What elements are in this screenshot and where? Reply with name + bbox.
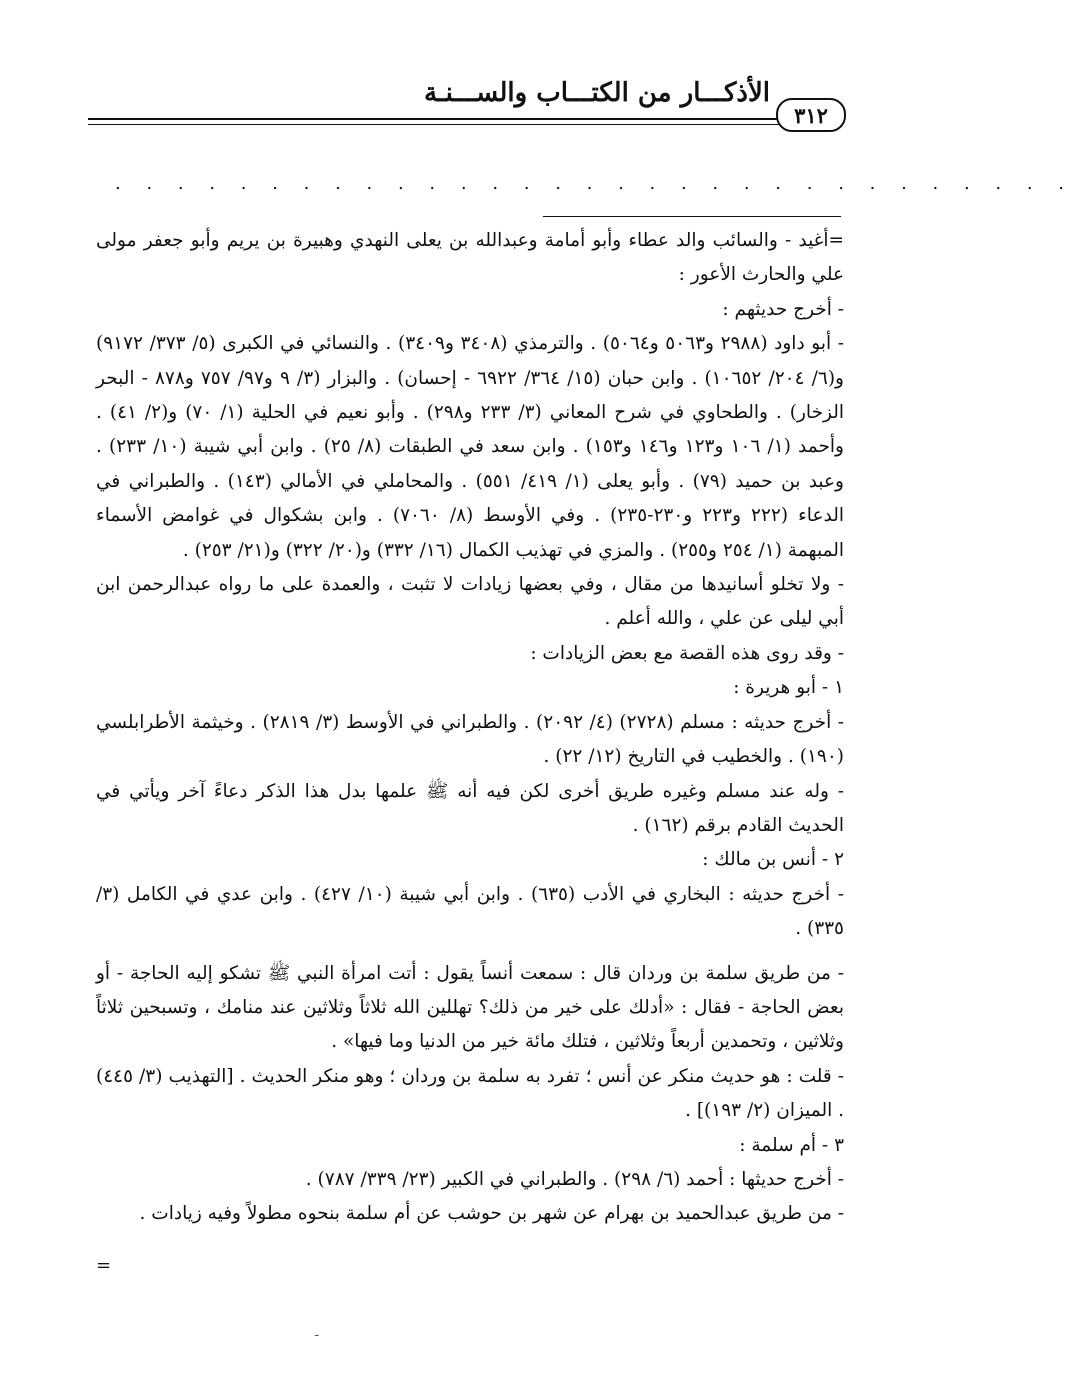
page-number-badge: ٣١٢ — [776, 98, 846, 132]
paragraph: ٣ - أم سلمة : — [739, 1134, 844, 1156]
running-title: الأذكـــار من الكتـــاب والســـنـة — [424, 78, 770, 108]
paragraph: - أبو داود (٢٩٨٨ و٥٠٦٣ و٥٠٦٤) . والترمذي (٣٤٠٨ و٣٤٠٩) . والنسائي في الكبرى (٥/ ٣٧٣/ ٩١٧٢) و(٦/ ٢٠٤/ ١٠٦٥٢) . وابن حبان (١٥/ ٣٦٤/ ٦٩٢٢ - إحسان) . والبزار (٣/ ٩ و٩٧/ ٧٥٧ و٨٧٨ - البحر الزخار) . والطحاوي في شرح المعاني (٣/ ٢٣٣ و٢٩٨) . وأبو نعيم في الحلية (١/ ٧٠) و(٢/ ٤١) . وأحمد (١/ ١٠٦ و١٢٣ و١٤٦ و١٥٣) . وابن سعد في الطبقات (٨/ ٢٥) . وابن أبي شيبة (١٠/ ٢٣٣) . وعبد بن حميد (٧٩) . وأبو يعلى (١/ ٤١٩/ ٥٥١) . والمحاملي في الأمالي (١٤٣) . والطبراني في الدعاء (٢٢٢ و٢٢٣ و٢٣٠-٢٣٥) . وفي الأوسط (٨/ ٧٠٦٠) . وابن بشكوال في غوامض الأسماء المبهمة (١/ ٢٥٤ و٢٥٥) . والمزي في تهذيب الكمال (١٦/ ٣٣٢) و(٢٠/ ٣٢٢) و(٢١/ ٢٥٣) . — [96, 333, 844, 561]
paragraph: - من طريق عبدالحميد بن بهرام عن شهر بن حوشب عن أم سلمة بنحوه مطولاً وفيه زيادات . — [139, 1203, 844, 1225]
footnote-body — [96, 224, 844, 1232]
footnote-rule — [543, 216, 841, 217]
paragraph: - أخرج حديثها : أحمد (٦/ ٢٩٨) . والطبراني في الكبير (٢٣/ ٣٣٩/ ٧٨٧) . — [305, 1168, 844, 1190]
continuation-mark: = — [96, 1255, 112, 1276]
header-rule-thin — [88, 124, 792, 125]
paragraph: - ولا تخلو أسانيدها من مقال ، وفي بعضها زيادات لا تثبت ، والعمدة على ما رواه عبدالرحمن ابن أبي ليلى عن علي ، والله أعلم . — [96, 574, 844, 630]
paragraph: =أغيد - والسائب والد عطاء وأبو أمامة وعبدالله بن يعلى النهدي وهبيرة بن يريم وأبو جعفر مولى علي والحارث الأعور : — [96, 230, 844, 286]
paragraph: - أخرج حديثه : مسلم (٢٧٢٨) (٤/ ٢٠٩٢) . والطبراني في الأوسط (٣/ ٢٨١٩) . وخيثمة الأطرابلسي (١٩٠) . والخطيب في التاريخ (١٢/ ٢٢) . — [96, 711, 844, 768]
ellipsis-dots: . . . . . . . . . . . . . . . . . . . . . . . . . . . . . . . — [115, 173, 1074, 194]
paragraph: - أخرج حديثهم : — [722, 298, 844, 320]
paragraph: ٢ - أنس بن مالك : — [702, 849, 844, 871]
paragraph: - من طريق سلمة بن وردان قال : سمعت أنساً يقول : أتت امرأة النبي ﷺ تشكو إليه الحاجة - أو بعض الحاجة - فقال : «أدلك على خير من ذلك؟ تهللين الله ثلاثاً وثلاثين عند منامك ، وتسبحين ثلاثاً وثلاثين ، وتحمدين أربعاً وثلاثين ، فتلك مائة خير من الدنيا وما فيها» . — [96, 962, 844, 1053]
paragraph: - أخرج حديثه : البخاري في الأدب (٦٣٥) . وابن أبي شيبة (١٠/ ٤٢٧) . وابن عدي في الكامل (٣/ ٣٣٥) . — [96, 883, 844, 940]
paragraph: - قلت : هو حديث منكر عن أنس ؛ تفرد به سلمة بن وردان ؛ وهو منكر الحديث . [التهذيب (٣/ ٤٤٥) . الميزان (٢/ ١٩٣)] . — [96, 1065, 844, 1122]
stray-mark: ـ — [315, 1325, 319, 1339]
page-header — [88, 74, 848, 134]
paragraph: - وقد روى هذه القصة مع بعض الزيادات : — [530, 642, 844, 664]
paragraph: ١ - أبو هريرة : — [733, 677, 844, 699]
paragraph: - وله عند مسلم وغيره طريق أخرى لكن فيه أنه ﷺ علمها بدل هذا الذكر دعاءً آخر ويأتي في الحديث القادم برقم (١٦٢) . — [96, 780, 844, 836]
header-rule — [88, 118, 792, 120]
